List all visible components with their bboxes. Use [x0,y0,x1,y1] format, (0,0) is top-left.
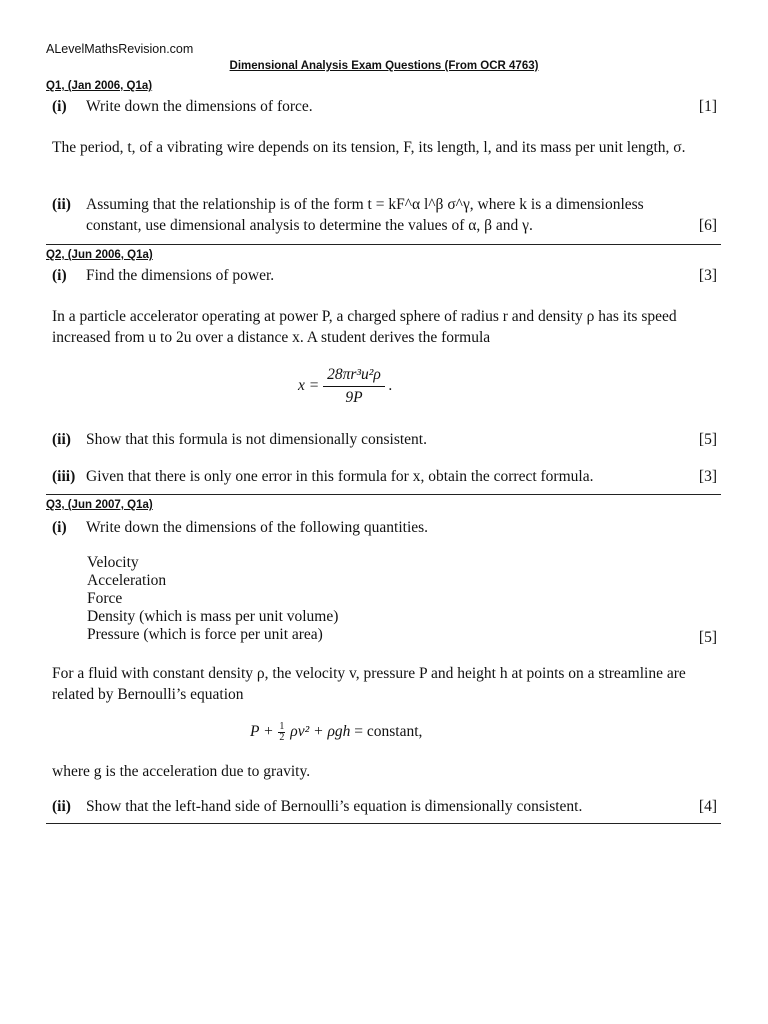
q2-part-ii-text: Show that this formula is not dimensionally consistent. [86,431,427,448]
q1-part-ii-line1: Assuming that the relationship is of the form t = kF^α l^β σ^γ, where k is a dimensionless [86,196,644,213]
quantities-list [87,554,338,644]
q1-part-ii-line2: constant, use dimensional analysis to determine the values of α, β and γ. [86,217,533,234]
document-title: Dimensional Analysis Exam Questions (From OCR 4763) [229,60,539,72]
q3-part-i-mark: [5] [698,629,717,646]
quantity-item: Velocity [87,554,139,571]
q2-intro: In a particle accelerator operating at power P, a charged sphere of radius r and density ρ has its speed increased from u to 2u over a distance x. A student derives the formula [52,308,677,346]
divider [46,244,721,245]
q3-part-ii [52,796,717,817]
q3-heading: Q3, (Jun 2007, Q1a) [46,499,153,511]
q3-part-ii-text: Show that the left-hand side of Bernoulli’s equation is dimensionally consistent. [86,798,583,815]
q2-part-iii-number: (iii) [52,468,76,485]
formula-end: . [388,377,393,395]
q3-intro: For a fluid with constant density ρ, the velocity v, pressure P and height h at points on a streamline are related by Bernoulli’s equation [52,665,686,703]
q1-part-ii-number: (ii) [52,196,71,213]
q2-part-i-number: (i) [52,267,67,284]
eq-p: P + [250,723,274,741]
eq-tail: = constant, [354,723,423,741]
q2-part-ii-number: (ii) [52,431,71,448]
quantity-item: Acceleration [87,572,167,589]
q2-part-iii-text: Given that there is only one error in this formula for x, obtain the correct formula. [86,468,594,485]
q1-part-i-mark: [1] [698,98,717,115]
formula-denominator: 9P [345,389,363,406]
quantity-item: Density (which is mass per unit volume) [87,608,339,625]
q2-part-i-text: Find the dimensions of power. [86,267,275,284]
q2-part-iii [52,466,717,487]
site-name: ALevelMathsRevision.com [46,42,194,56]
q3-part-ii-mark: [4] [698,798,717,815]
q1-part-i-number: (i) [52,98,67,115]
formula-lhs: x = [298,377,320,395]
q2-part-iii-mark: [3] [698,468,717,485]
q1-part-i-text: Write down the dimensions of force. [86,98,313,115]
divider [46,494,721,495]
eq-half-num: 1 [279,721,285,732]
eq-half-den: 2 [279,732,285,743]
q2-part-ii-mark: [5] [698,431,717,448]
q1-part-ii-mark: [6] [698,217,717,234]
q1-intro: The period, t, of a vibrating wire depends on its tension, F, its length, l, and its mass per unit length, σ. [52,139,686,156]
q3-after: where g is the acceleration due to gravity. [52,763,311,780]
quantity-item: Pressure (which is force per unit area) [87,626,323,643]
divider [46,823,721,824]
q3-part-i-text: Write down the dimensions of the following quantities. [86,519,429,536]
q3-part-i [52,517,717,538]
q2-part-i [52,265,717,286]
eq-terms: ρv² + ρgh [290,723,351,741]
bernoulli-equation [250,722,422,743]
q3-part-ii-number: (ii) [52,798,71,815]
q2-heading: Q2, (Jun 2006, Q1a) [46,249,153,261]
formula-fraction [323,366,385,407]
eq-half [278,722,285,743]
q3-part-i-number: (i) [52,519,67,536]
formula-numerator: 28πr³u²ρ [323,366,385,387]
q1-part-i [52,96,717,117]
q2-part-i-mark: [3] [698,267,717,284]
quantity-item: Force [87,590,123,607]
q1-heading: Q1, (Jan 2006, Q1a) [46,80,153,92]
q2-formula [298,366,393,407]
q2-part-ii [52,429,717,450]
q1-part-ii [52,194,717,236]
